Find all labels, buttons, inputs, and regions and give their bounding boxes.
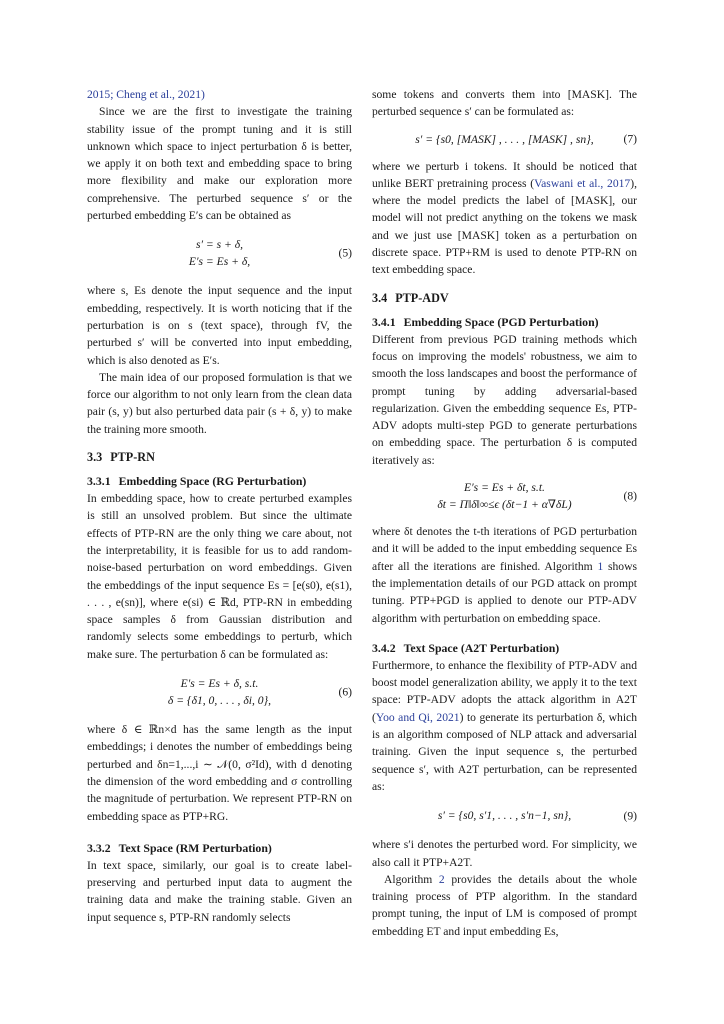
equation-7 [372,131,637,148]
equation-line: E′s = Es + δ, [188,255,251,269]
section-heading: 3.3 PTP-RN [87,450,155,465]
subsection-heading: 3.3.2 Text Space (RM Perturbation) [87,840,272,855]
equation-8 [372,479,637,513]
equation-line: E′s = Es + δ, s.t. [180,677,259,691]
paragraph: Furthermore, to enhance the flexibility of PTP-ADV and boost model generalization ability, we apply it to the text space: PTP-ADV adopts the attack algorithm in A2T (Yoo and Qi, 2021) to generate its perturbation δ, which is an algorithm composed of NLP attack and adversarial training. Given the input sequence s, the perturbed sequence s′, with A2T perturbation, can be represented as: [372,658,638,793]
equation-line: s′ = {s0, [MASK] , . . . , [MASK] , sn}, [415,132,594,146]
subsection-heading: 3.3.1 Embedding Space (RG Perturbation) [87,474,307,489]
subsection-heading: 3.4.1 Embedding Space (PGD Perturbation) [372,314,599,329]
equation-number: (9) [623,809,637,823]
equation-line: E′s = Es + δt, s.t. [464,481,545,495]
left-column [87,86,352,926]
equation-number: (6) [338,685,352,699]
paragraph: The main idea of our proposed formulation is that we force our algorithm to not only learn from the clean data pair (s, y) but also perturbed data pair (s + δ, y) to make the training more smooth. [87,370,352,436]
equation-number: (7) [623,132,637,146]
citation-link[interactable]: 2015; Cheng et al., 2021) [87,88,205,101]
equation-line: δt = Π‖δ‖∞≤ϵ (δt−1 + α∇δL) [437,498,572,512]
equation-5 [87,236,352,270]
equation-9 [372,807,637,824]
paragraph: where s′i denotes the perturbed word. For simplicity, we also call it PTP+A2T. [372,838,637,869]
paragraph: In embedding space, how to create perturbed examples is still an unsolved problem. But since the ultimate effects of PTP-RN are the only thing we care about, not the interpretability, it is feasible for us to add random-noise-based perturbation on word embeddings. Given the embeddings of the input sequence Es = [e(s0), e(s1), . . . , e(sn)], where e(si) ∈ ℝd, PTP-RN in embedding space samples δ from Gaussian distribution and randomly selects some embeddings to perturb, which make sure. The perturbation δ can be formulated as: [87,492,352,661]
equation-line: s′ = s + δ, [195,238,244,252]
equation-number: (8) [623,489,637,503]
paragraph: In text space, similarly, our goal is to create label-preserving and perturbed input data to augment the training data and make the training stable. Given an input sequence s, PTP-RN randomly selects [87,858,352,924]
paragraph: where δt denotes the t-th iterations of PGD perturbation and it will be added to the input embedding sequence Es after all the iterations are finished. Algorithm 1 shows the implementation details of our PGD attack on prompt tuning. PTP+PGD is applied to denote our PTP-ADV algorithm with perturbation on embedding space. [372,525,637,625]
citation-link[interactable]: Vaswani et al., 2017 [534,176,631,190]
paragraph: where s, Es denote the input sequence and the input embedding, respectively. It is worth noticing that if the perturbation is on s (text space), through fV, the perturbed s′ will be converted into input embedding, which is also denoted as E′s. [87,284,352,367]
equation-line: s′ = {s0, s′1, . . . , s′n−1, sn}, [437,809,572,823]
algorithm-link[interactable]: 2 [438,872,445,886]
equation-line: δ = {δ1, 0, . . . , δi, 0}, [167,694,272,708]
equation-number: (5) [338,246,352,260]
paragraph: where we perturb i tokens. It should be noticed that unlike BERT pretraining process (Vaswani et al., 2017), where the model predicts the label of [MASK], our model will not predict anything on the tokens we mask and we just use [MASK] token as a perturbation on discrete space. PTP+RM is used to denote PTP-RN on text embedding space. [372,159,637,277]
algorithm-link[interactable]: 1 [597,559,604,573]
equation-6 [87,675,352,709]
citation-link[interactable]: Yoo and Qi, 2021 [375,710,460,724]
paragraph: some tokens and converts them into [MASK]. The perturbed sequence s′ can be formulated as: [372,88,637,119]
paragraph: Since we are the first to investigate the training stability issue of the prompt tuning and it is still unknown which space to inject perturbation δ is better, we apply it on both text and embedding space to bring more flexibility and make our exploration more comprehensive. The perturbed sequence s′ or the perturbed embedding E′s can be obtained as [87,105,352,223]
paragraph: where δ ∈ ℝn×d has the same length as the input embeddings; i denotes the number of embeddings being perturbed and δn=1,...,i ∼ 𝒩(0, σ²Id), with d denoting the dimension of the word embedding and σ controlling the magnitude of perturbation. We represent PTP-RN on embedding space as PTP+RG. [87,723,352,823]
paragraph: Algorithm 2 provides the details about the whole training process of PTP algorithm. In the standard prompt tuning, the input of LM is composed of prompt embedding ET and input embedding Es, [372,872,637,938]
section-heading: 3.4 PTP-ADV [372,290,449,305]
paragraph: Different from previous PGD training methods which focus on improving the models' robustness, we aim to smooth the loss landscapes and boost the performance of prompt tuning by adding adversarial-based regularization. Given the embedding sequence Es, PTP-ADV adopts multi-step PGD to generate perturbations on embedding space. The perturbation δ is computed iteratively as: [372,332,637,467]
subsection-heading: 3.4.2 Text Space (A2T Perturbation) [372,640,560,655]
right-column [372,86,637,940]
